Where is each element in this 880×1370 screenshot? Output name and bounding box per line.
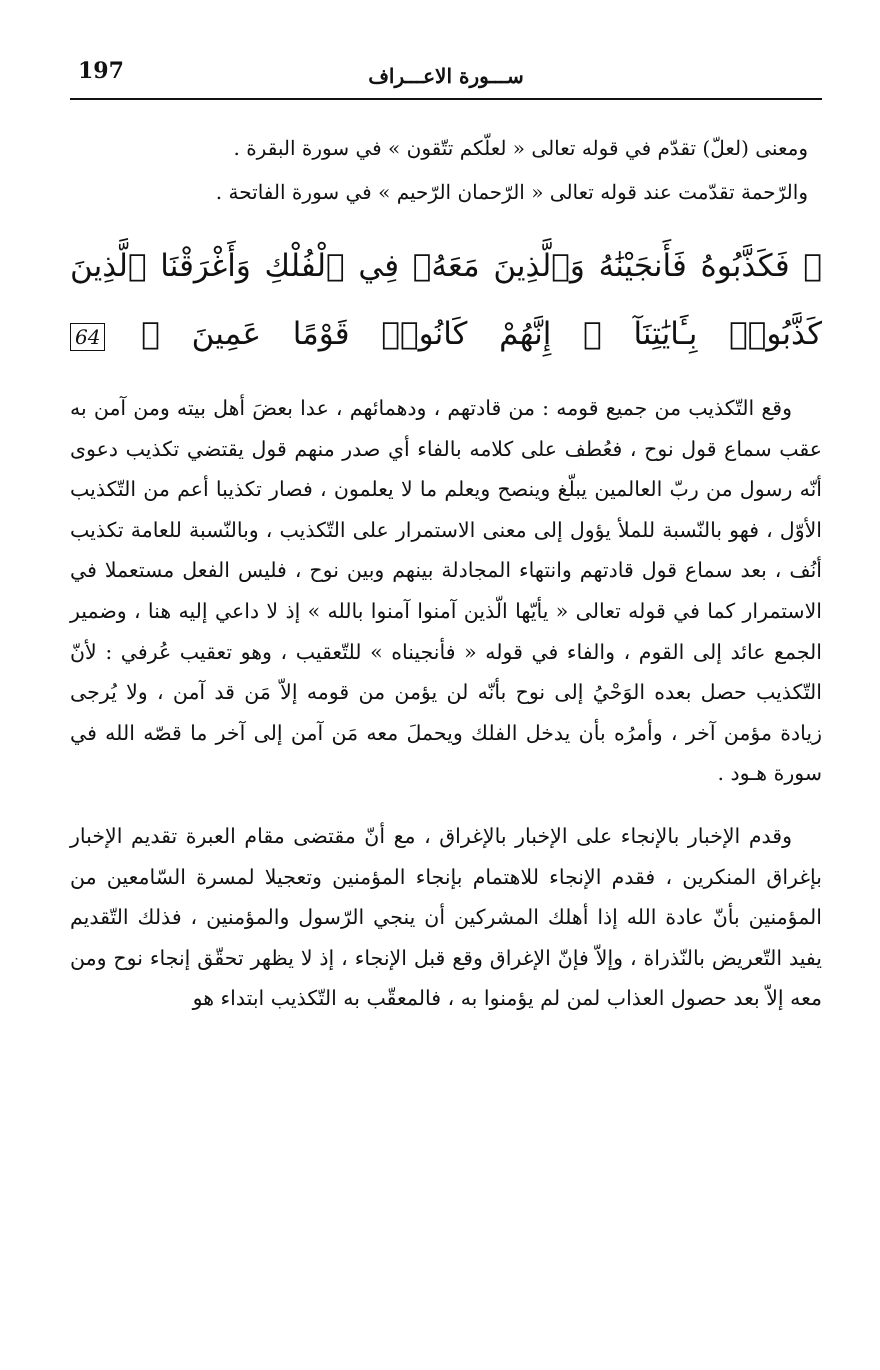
intro-block	[70, 126, 822, 214]
commentary-paragraph-1: وقع التّكذيب من جميع قومه : من قادتهم ، ودهمائهم ، عدا بعضَ أهل بيته ومن آمن به عقب سماع قول نوح ، فعُطف على كلامه بالفاء أي صدر منهم قول يقتضي تكذيب دعوى أنّه رسول من ربّ العالمين يبلّغ وينصح ويعلم ما لا يعلمون ، فصار تكذيبا أعم من التّكذيب الأوّل ، فهو بالنّسبة للملأ يؤول إلى معنى الاستمرار على التّكذيب ، وبالنّسبة للعامة تكذيب أنُف ، بعد سماع قول قادتهم وانتهاء المجادلة بينهم وبين نوح ، فليس الفعل مستعملا في الاستمرار كما في قوله تعالى « يأيّها الّذين آمنوا آمنوا بالله » إذ لا داعي إليه هنا ، وضمير الجمع عائد إلى القوم ، والفاء في قوله « فأنجيناه » للتّعقيب ، وهو تعقيب عُرفي : لأنّ التّكذيب حصل بعده الوَحْيُ إلى نوح بأنّه لن يؤمن من قومه إلاّ مَن قد آمن ، ولا يُرجى زيادة مؤمن آخر ، وأمرُه بأن يدخل الفلك ويحملَ معه مَن آمن إلى آخر ما قصّه الله في سورة هـود .	[70, 396, 822, 786]
verse-number: 64	[70, 323, 105, 351]
verse-open-bracket: ﴿	[803, 248, 822, 284]
intro-line-1: ومعنى (لعلّ) تقدّم في قوله تعالى « لعلّكم تتّقون » في سورة البقرة .	[233, 136, 808, 160]
running-title: ســـورة الاعـــراف	[368, 64, 524, 88]
commentary-paragraph-2: وقدم الإخبار بالإنجاء على الإخبار بالإغراق ، مع أنّ مقتضى مقام العبرة تقديم الإخبار بإغراق المنكرين ، فقدم الإنجاء للاهتمام بإنجاء المؤمنين وتعجيلا لمسرة السّامعين من المؤمنين بأنّ عادة الله إذا أهلك المشركين أن ينجي الرّسول والمؤمنين ، فذلك التّقديم يفيد التّعريض بالنّذراة ، وإلاّ فإنّ الإغراق وقع قبل الإنجاء ، إذ لا يظهر تحقّق إنجاء نوح ومن معه إلاّ بعد حصول العذاب لمن لم يؤمنوا به ، فالمعقّب به التّكذيب ابتداء هو	[70, 823, 822, 1011]
intro-line-2: والرّحمة تقدّمت عند قوله تعالى « الرّحمان الرّحيم » في سورة الفاتحة .	[215, 180, 808, 204]
commentary-block	[70, 388, 822, 1019]
header-rule	[70, 98, 822, 100]
verse-text: فَكَذَّبُوهُ فَأَنجَيْنَٰهُ وَٱلَّذِينَ مَعَهُۥ فِي ٱلْفُلْكِ وَأَغْرَقْنَا ٱلَّذِينَ كَذَّبُوا۟ بِـَٔايَٰتِنَآ ۚ إِنَّهُمْ كَانُوا۟ قَوْمًا عَمِينَ	[70, 248, 823, 352]
verse-close-bracket: ﴾	[141, 316, 160, 352]
page-header	[70, 58, 822, 98]
quran-verse	[70, 232, 822, 368]
page-number: 197	[78, 58, 124, 84]
